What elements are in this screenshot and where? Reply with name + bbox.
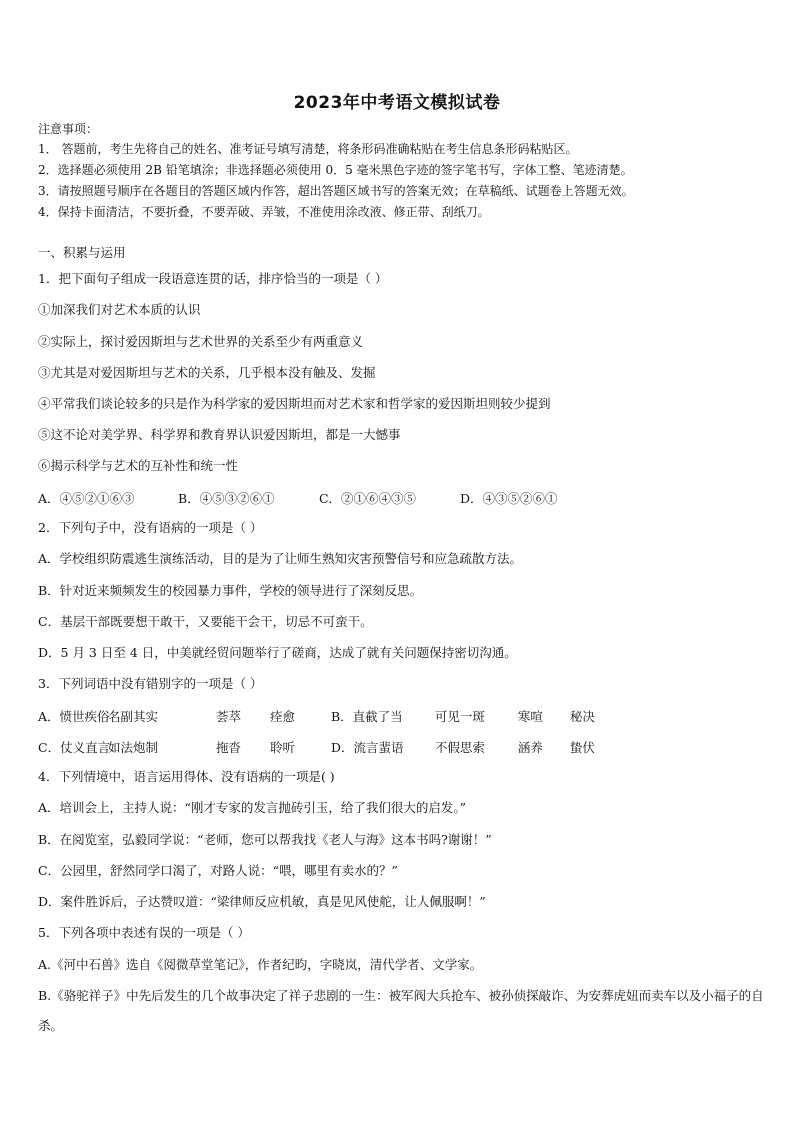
question-3-stem: 3．下列词语中没有错别字的一项是（ ） xyxy=(38,676,263,691)
q3-word: 不假思索 xyxy=(434,740,485,755)
page-title: 2023年中考语文模拟试卷 xyxy=(293,93,501,113)
q2-option-c: C．基层干部既要想干敢干，又要能干会干，切忌不可蛮干。 xyxy=(38,614,373,629)
q3-word: 名副其实 xyxy=(107,709,158,724)
q3-word: C．仗义直言 xyxy=(38,740,111,755)
q3-word: 荟萃 xyxy=(215,709,241,724)
q1-sentence: ⑥揭示科学与艺术的互补性和统一性 xyxy=(38,458,239,473)
notice-heading: 注意事项： xyxy=(38,122,99,136)
notice-item: 4．保持卡面清洁，不要折叠，不要弄破、弄皱，不准使用涂改液、修正带、刮纸刀。 xyxy=(38,205,490,219)
q3-word: 涵养 xyxy=(517,740,543,755)
q1-sentence: ②实际上，探讨爱因斯坦与艺术世界的关系至少有两重意义 xyxy=(38,334,364,349)
q3-word: 拖沓 xyxy=(215,740,241,755)
notice-item: 2．选择题必须使用 2B 铅笔填涂；非选择题必须使用 0．5 毫米黑色字迹的签字笔书写，字体工整、笔迹清楚。 xyxy=(38,163,633,177)
section-heading: 一、积累与运用 xyxy=(38,245,126,260)
q5-option-a: A.《河中石兽》选自《阅微草堂笔记》，作者纪昀，字晓岚，清代学者、文学家。 xyxy=(38,957,483,972)
q3-word: B．直截了当 xyxy=(330,709,403,724)
question-1-stem: 1．把下面句子组成一段语意连贯的话，排序恰当的一项是（ ） xyxy=(38,271,388,286)
q5-option-b: B.《骆驼祥子》中先后发生的几个故事决定了祥子悲剧的一生：被军阀大兵抢车、被孙侦探敲诈、为安葬虎妞而卖车以及小福子的自杀。 xyxy=(38,988,764,1033)
question-5-stem: 5．下列各项中表述有误的一项是（ ） xyxy=(38,925,250,940)
q2-option-b: B．针对近来频频发生的校园暴力事件，学校的领导进行了深刻反思。 xyxy=(38,583,423,598)
q3-options-row-2 xyxy=(38,738,595,756)
q1-sentence: ④平常我们谈论较多的只是作为科学家的爱因斯坦而对艺术家和哲学家的爱因斯坦则较少提到 xyxy=(38,396,551,411)
q1-option-b: B．④⑤③②⑥① xyxy=(177,491,275,506)
q3-word: 痊愈 xyxy=(269,709,295,724)
q3-word: 如法炮制 xyxy=(107,740,158,755)
q3-word: 聆听 xyxy=(269,740,295,755)
q1-option-d: D．④③⑤②⑥① xyxy=(459,491,558,506)
q3-word: D．流言蜚语 xyxy=(330,740,404,755)
q2-option-d: D．5 月 3 日至 4 日，中美就经贸问题举行了磋商，达成了就有关问题保持密切沟通。 xyxy=(38,645,517,660)
q4-option-d: D．案件胜诉后，子达赞叹道：“梁律师反应机敏，真是见风使舵，让人佩服啊！” xyxy=(38,894,486,909)
q4-option-a: A．培训会上，主持人说：“刚才专家的发言抛砖引玉，给了我们很大的启发。” xyxy=(38,800,467,815)
q3-word: 寒喧 xyxy=(517,709,543,724)
q3-word: A．愤世疾俗 xyxy=(38,709,110,724)
q1-option-c: C．②①⑥④③⑤ xyxy=(318,491,417,506)
q1-sentence: ③尤其是对爱因斯坦与艺术的关系，几乎根本没有触及、发掘 xyxy=(38,365,376,380)
q1-option-a: A．④⑤②①⑥③ xyxy=(38,491,135,506)
notice-item: 3．请按照题号顺序在各题目的答题区域内作答，超出答题区域书写的答案无效；在草稿纸、试题卷上答题无效。 xyxy=(38,184,634,198)
question-4-stem: 4．下列情境中，语言运用得体、没有语病的一项是( ) xyxy=(38,769,335,784)
q4-option-b: B．在阅览室，弘毅同学说：“老师，您可以帮我找《老人与海》这本书吗?谢谢！” xyxy=(38,832,492,847)
q4-option-c: C．公园里，舒然同学口渴了，对路人说：“喂，哪里有卖水的？” xyxy=(38,863,398,878)
q3-word: 蛰伏 xyxy=(569,740,595,755)
q3-word: 秘决 xyxy=(569,709,595,724)
q3-options-row-1 xyxy=(38,707,595,725)
question-2-stem: 2．下列句子中，没有语病的一项是（ ） xyxy=(38,520,263,535)
q1-options xyxy=(38,489,557,507)
notice-item: 1． 答题前，考生先将自己的姓名、准考证号填写清楚，将条形码准确粘贴在考生信息条形码粘贴区。 xyxy=(38,142,578,156)
q1-sentence: ⑤这不论对美学界、科学界和教育界认识爱因斯坦，都是一大憾事 xyxy=(38,427,401,442)
q2-option-a: A．学校组织防震逃生演练活动，目的是为了让师生熟知灾害预警信号和应急疏散方法。 xyxy=(38,551,523,566)
q1-sentence: ①加深我们对艺术本质的认识 xyxy=(38,302,201,317)
q3-word: 可见一斑 xyxy=(434,709,485,724)
